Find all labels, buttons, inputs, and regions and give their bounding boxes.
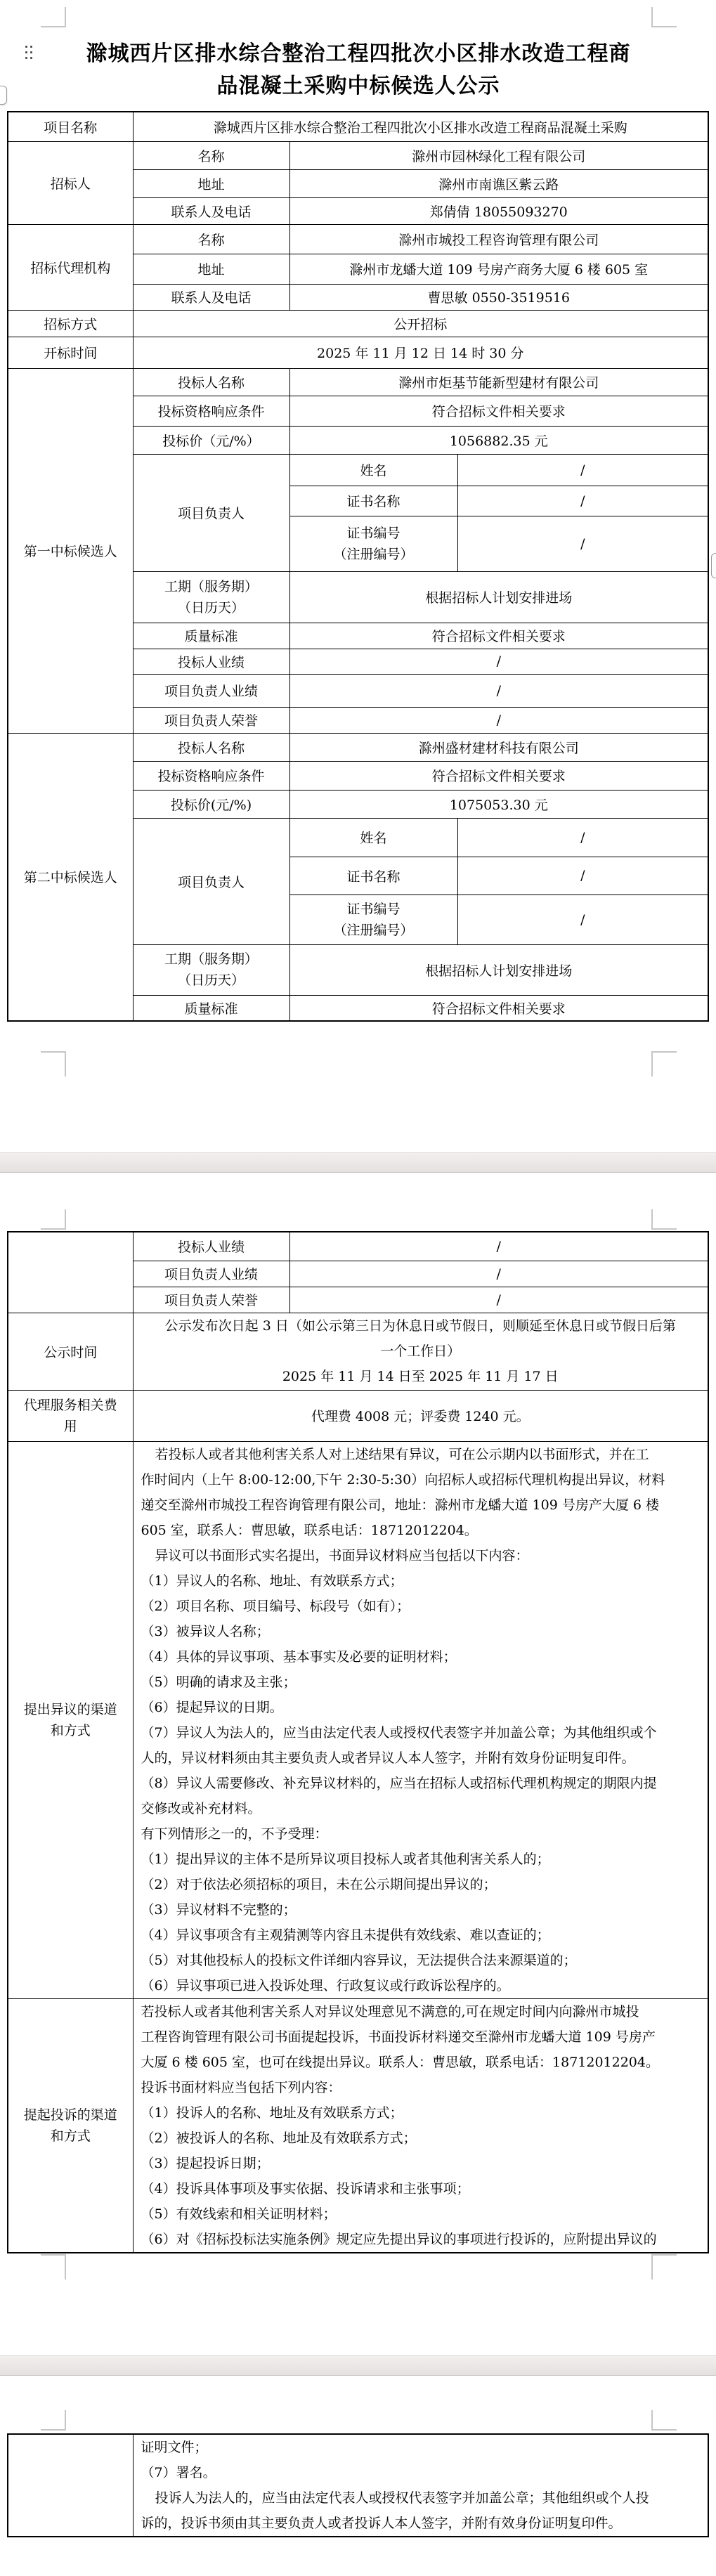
candidate1-manager-group-label: 项目负责人 — [133, 454, 289, 571]
page1-top-left-margin-mark — [41, 7, 66, 27]
block-drag-handle-icon[interactable] — [25, 46, 34, 62]
project-name-label: 项目名称 — [8, 112, 133, 141]
candidate1-quality-value: 符合招标文件相关要求 — [289, 623, 708, 649]
complaint-line: 诉的，投诉书须由其主要负责人或者投诉人本人签字，并附有效身份证明复印件。 — [141, 2516, 622, 2531]
agency-contact-label: 联系人及电话 — [133, 284, 289, 310]
agency-fee-label-line1: 代理服务相关费 — [23, 1397, 117, 1413]
candidate2-cert-number-label-line1: 证书编号 — [346, 901, 401, 917]
candidate2-manager-group-label: 项目负责人 — [133, 818, 289, 944]
candidate1-group-label: 第一中标候选人 — [8, 368, 133, 733]
objection-line: （6）提起异议的日期。 — [141, 1699, 283, 1715]
complaint-line: （4）投诉具体事项及事实依据、投诉请求和主张事项； — [141, 2180, 470, 2197]
page-separator-1 — [0, 1152, 716, 1173]
candidate1-cert-name-label: 证书名称 — [289, 486, 457, 516]
objection-channel-label — [8, 1441, 133, 1998]
objection-line: （7）异议人为法人的，应当由法定代表人或授权代表签字并加盖公章；为其他组织或个 — [141, 1724, 657, 1741]
complaint-line: 大厦 6 楼 605 室，也可在线提出异议。联系人：曹思敏，联系电话：18712012204。 — [141, 2054, 659, 2070]
complaint-line: （3）提起投诉日期； — [141, 2155, 270, 2171]
candidate2-bid-price-label: 投标价(元/%) — [133, 790, 289, 818]
candidate1-manager-honor-label: 项目负责人荣誉 — [133, 707, 289, 733]
complaint-line: 证明文件； — [141, 2440, 208, 2455]
candidate2-quality-label: 质量标准 — [133, 995, 289, 1021]
bid-method-label: 招标方式 — [8, 310, 133, 337]
page2-bottom-left-margin-mark — [41, 2254, 66, 2279]
page3-top-right-margin-mark — [651, 2410, 677, 2431]
candidate2-cert-number-label-line2: （注册编号） — [333, 922, 414, 938]
candidate1-qualification-label: 投标资格响应条件 — [133, 396, 289, 426]
objection-line: （3）异议材料不完整的； — [141, 1901, 297, 1918]
objection-line: （4）具体的异议事项、基本事实及必要的证明材料； — [141, 1648, 457, 1665]
candidate2-performance-value: / — [289, 1232, 708, 1261]
objection-line: 人的，异议材料须由其主要负责人或者异议人本人签字，并附有效身份证明复印件。 — [141, 1750, 635, 1766]
objection-line: （1）异议人的名称、地址、有效联系方式； — [141, 1573, 403, 1589]
objection-line: （5）对其他投标人的投标文件详细内容异议，无法提供合法来源渠道的； — [141, 1952, 577, 1968]
tenderer-name-value: 滁州市园林绿化工程有限公司 — [289, 141, 708, 169]
complaint-channel-content-continued — [133, 2434, 708, 2537]
objection-line: （4）异议事项含有主观猜测等内容且未提供有效线索、难以查证的； — [141, 1927, 550, 1943]
candidate1-quality-label: 质量标准 — [133, 623, 289, 649]
objection-channel-label-line2: 和方式 — [50, 1722, 91, 1738]
candidate2-bidder-name-label: 投标人名称 — [133, 733, 289, 761]
candidate2-manager-honor-label: 项目负责人荣誉 — [133, 1287, 289, 1313]
candidate2-duration-label-line2: （日历天） — [177, 972, 245, 988]
opening-time-value: 2025 年 11 月 12 日 14 时 30 分 — [133, 337, 708, 368]
candidate2-performance-label: 投标人业绩 — [133, 1232, 289, 1261]
publicity-time-line1: 公示发布次日起 3 日（如公示第三日为休息日或节假日，则顺延至休息日或节假日后第 — [164, 1318, 676, 1334]
objection-line: （3）被异议人名称； — [141, 1623, 270, 1639]
announcement-table-page3 — [7, 2433, 709, 2537]
candidate1-cert-number-label — [289, 516, 457, 571]
agency-name-label: 名称 — [133, 224, 289, 254]
candidate2-group-continued-cell — [8, 1232, 133, 1313]
opening-time-label: 开标时间 — [8, 337, 133, 368]
candidate2-duration-label — [133, 944, 289, 995]
objection-line: （2）项目名称、项目编号、标段号（如有）； — [141, 1598, 410, 1614]
objection-line: 递交至滁州市城投工程咨询管理有限公司，地址：滁州市龙蟠大道 109 号房产大厦 6 楼 — [141, 1497, 660, 1513]
candidate2-cert-name-label: 证书名称 — [289, 857, 457, 895]
project-name-value: 滁城西片区排水综合整治工程四批次小区排水改造工程商品混凝土采购 — [133, 112, 708, 141]
page1-bottom-right-margin-mark — [651, 1051, 677, 1076]
agency-fee-value: 代理费 4008 元；评委费 1240 元。 — [133, 1390, 708, 1441]
complaint-line: （1）投诉人的名称、地址及有效联系方式； — [141, 2105, 403, 2121]
candidate1-manager-name-label: 姓名 — [289, 454, 457, 486]
page2-top-right-margin-mark — [651, 1209, 677, 1230]
complaint-line: （6）对《招标投标法实施条例》规定应先提出异议的事项进行投诉的，应附提出异议的 — [141, 2231, 657, 2247]
tenderer-contact-value: 郑倩倩 18055093270 — [289, 197, 708, 224]
complaint-line: 若投标人或者其他利害关系人对异议处理意见不满意的,可在规定时间内向滁州市城投 — [141, 2003, 639, 2019]
agency-fee-label-line2: 用 — [63, 1418, 77, 1434]
candidate1-cert-number-label-line1: 证书编号 — [346, 525, 401, 541]
candidate2-group-label: 第二中标候选人 — [8, 733, 133, 1021]
page-title-line1: 滁城西片区排水综合整治工程四批次小区排水改造工程商 — [86, 41, 631, 66]
candidate2-bid-price-value: 1075053.30 元 — [289, 790, 708, 818]
candidate2-cert-number-value: / — [457, 895, 708, 944]
page2-bottom-right-margin-mark — [651, 2254, 677, 2279]
tenderer-group-label: 招标人 — [8, 141, 133, 224]
candidate1-performance-value: / — [289, 649, 708, 674]
objection-line: 交修改或补充材料。 — [141, 1800, 261, 1816]
objection-channel-content — [133, 1441, 708, 1998]
page1-top-right-margin-mark — [651, 7, 677, 27]
publicity-time-value — [133, 1313, 708, 1390]
agency-address-value: 滁州市龙蟠大道 109 号房产商务大厦 6 楼 605 室 — [289, 254, 708, 284]
candidate2-cert-number-label — [289, 895, 457, 944]
page2-top-left-margin-mark — [41, 1209, 66, 1230]
objection-line: 若投标人或者其他利害关系人对上述结果有异议，可在公示期内以书面形式，并在工 — [155, 1446, 649, 1462]
agency-name-value: 滁州市城投工程咨询管理有限公司 — [289, 224, 708, 254]
tenderer-address-label: 地址 — [133, 169, 289, 197]
candidate1-manager-performance-value: / — [289, 674, 708, 707]
candidate1-bidder-name-value: 滁州市炬基节能新型建材有限公司 — [289, 368, 708, 396]
complaint-line: 工程咨询管理有限公司书面提起投诉，书面投诉材料递交至滁州市龙蟠大道 109 号房产 — [141, 2029, 656, 2045]
candidate2-manager-name-value: / — [457, 818, 708, 857]
candidate1-bidder-name-label: 投标人名称 — [133, 368, 289, 396]
candidate2-bidder-name-value: 滁州盛材建材科技有限公司 — [289, 733, 708, 761]
agency-group-label: 招标代理机构 — [8, 224, 133, 310]
bid-method-value: 公开招标 — [133, 310, 708, 337]
objection-line: 605 室，联系人：曹思敏，联系电话：18712012204。 — [141, 1522, 478, 1538]
candidate2-quality-value: 符合招标文件相关要求 — [289, 995, 708, 1021]
objection-line: （8）异议人需要修改、补充异议材料的，应当在招标人或招标代理机构规定的期限内提 — [141, 1775, 657, 1791]
objection-channel-label-line1: 提出异议的渠道 — [23, 1701, 117, 1717]
candidate2-manager-performance-value: / — [289, 1261, 708, 1287]
candidate1-cert-name-value: / — [457, 486, 708, 516]
page-title-line2: 品混凝土采购中标候选人公示 — [216, 74, 500, 98]
agency-contact-value: 曹思敏 0550-3519516 — [289, 284, 708, 310]
objection-line: （2）对于依法必须招标的项目，未在公示期间提出异议的； — [141, 1876, 497, 1892]
candidate2-manager-honor-value: / — [289, 1287, 708, 1313]
publicity-time-label: 公示时间 — [8, 1313, 133, 1390]
candidate2-manager-name-label: 姓名 — [289, 818, 457, 857]
page-title — [42, 38, 675, 103]
candidate2-manager-performance-label: 项目负责人业绩 — [133, 1261, 289, 1287]
candidate1-performance-label: 投标人业绩 — [133, 649, 289, 674]
candidate1-manager-name-value: / — [457, 454, 708, 486]
complaint-channel-label-line2: 和方式 — [50, 2128, 91, 2144]
candidate1-bid-price-label: 投标价（元/%） — [133, 426, 289, 454]
candidate1-bid-price-value: 1056882.35 元 — [289, 426, 708, 454]
complaint-line: （5）有效线索和相关证明材料； — [141, 2206, 337, 2222]
announcement-table-page2 — [7, 1231, 709, 2253]
complaint-line: （7）署名。 — [141, 2465, 216, 2480]
agency-address-label: 地址 — [133, 254, 289, 284]
candidate1-duration-label-line1: 工期（服务期） — [164, 578, 258, 594]
complaint-line: 投诉书面材料应当包括下列内容： — [141, 2079, 341, 2095]
candidate1-duration-label — [133, 571, 289, 623]
objection-line: （1）提出异议的主体不是所异议项目投标人或者其他利害关系人的； — [141, 1851, 550, 1867]
tenderer-contact-label: 联系人及电话 — [133, 197, 289, 224]
right-edge-scroll-tab[interactable] — [711, 553, 716, 578]
publicity-time-line2: 一个工作日） — [380, 1344, 461, 1359]
publicity-time-line3: 2025 年 11 月 14 日至 2025 年 11 月 17 日 — [282, 1369, 559, 1384]
candidate1-cert-number-value: / — [457, 516, 708, 571]
tenderer-name-label: 名称 — [133, 141, 289, 169]
candidate1-duration-value: 根据招标人计划安排进场 — [289, 571, 708, 623]
candidate1-cert-number-label-line2: （注册编号） — [333, 546, 414, 562]
objection-line: （5）明确的请求及主张； — [141, 1674, 297, 1690]
page1-bottom-left-margin-mark — [41, 1051, 66, 1076]
candidate2-qualification-value: 符合招标文件相关要求 — [289, 761, 708, 790]
complaint-channel-label-line1: 提起投诉的渠道 — [23, 2107, 117, 2123]
objection-line: 作时间内（上午 8:00-12:00,下午 2:30-5:30）向招标人或招标代理机构提出异议，材料 — [141, 1471, 665, 1488]
page-separator-2 — [0, 2355, 716, 2376]
page3-top-left-margin-mark — [41, 2410, 66, 2431]
announcement-table-page1 — [7, 111, 709, 1022]
candidate2-qualification-label: 投标资格响应条件 — [133, 761, 289, 790]
candidate1-manager-honor-value: / — [289, 707, 708, 733]
candidate1-duration-label-line2: （日历天） — [177, 599, 245, 616]
candidate2-duration-label-line1: 工期（服务期） — [164, 951, 258, 967]
complaint-line: （2）被投诉人的名称、地址及有效联系方式； — [141, 2130, 417, 2146]
candidate1-manager-performance-label: 项目负责人业绩 — [133, 674, 289, 707]
objection-line: 有下列情形之一的，不予受理： — [141, 1826, 328, 1842]
candidate2-cert-name-value: / — [457, 857, 708, 895]
agency-fee-label — [8, 1390, 133, 1441]
objection-line: 异议可以书面形式实名提出，书面异议材料应当包括以下内容： — [155, 1547, 529, 1563]
complaint-channel-content — [133, 1998, 708, 2253]
candidate2-duration-value: 根据招标人计划安排进场 — [289, 944, 708, 995]
complaint-channel-continued-cell — [8, 2434, 133, 2537]
tenderer-address-value: 滁州市南谯区紫云路 — [289, 169, 708, 197]
complaint-line: 投诉人为法人的，应当由法定代表人或授权代表签字并加盖公章；其他组织或个人投 — [155, 2490, 649, 2506]
candidate1-qualification-value: 符合招标文件相关要求 — [289, 396, 708, 426]
left-edge-collapse-tab[interactable] — [0, 86, 7, 105]
complaint-channel-label — [8, 1998, 133, 2253]
objection-line: （6）异议事项已进入投诉处理、行政复议或行政诉讼程序的。 — [141, 1977, 510, 1993]
